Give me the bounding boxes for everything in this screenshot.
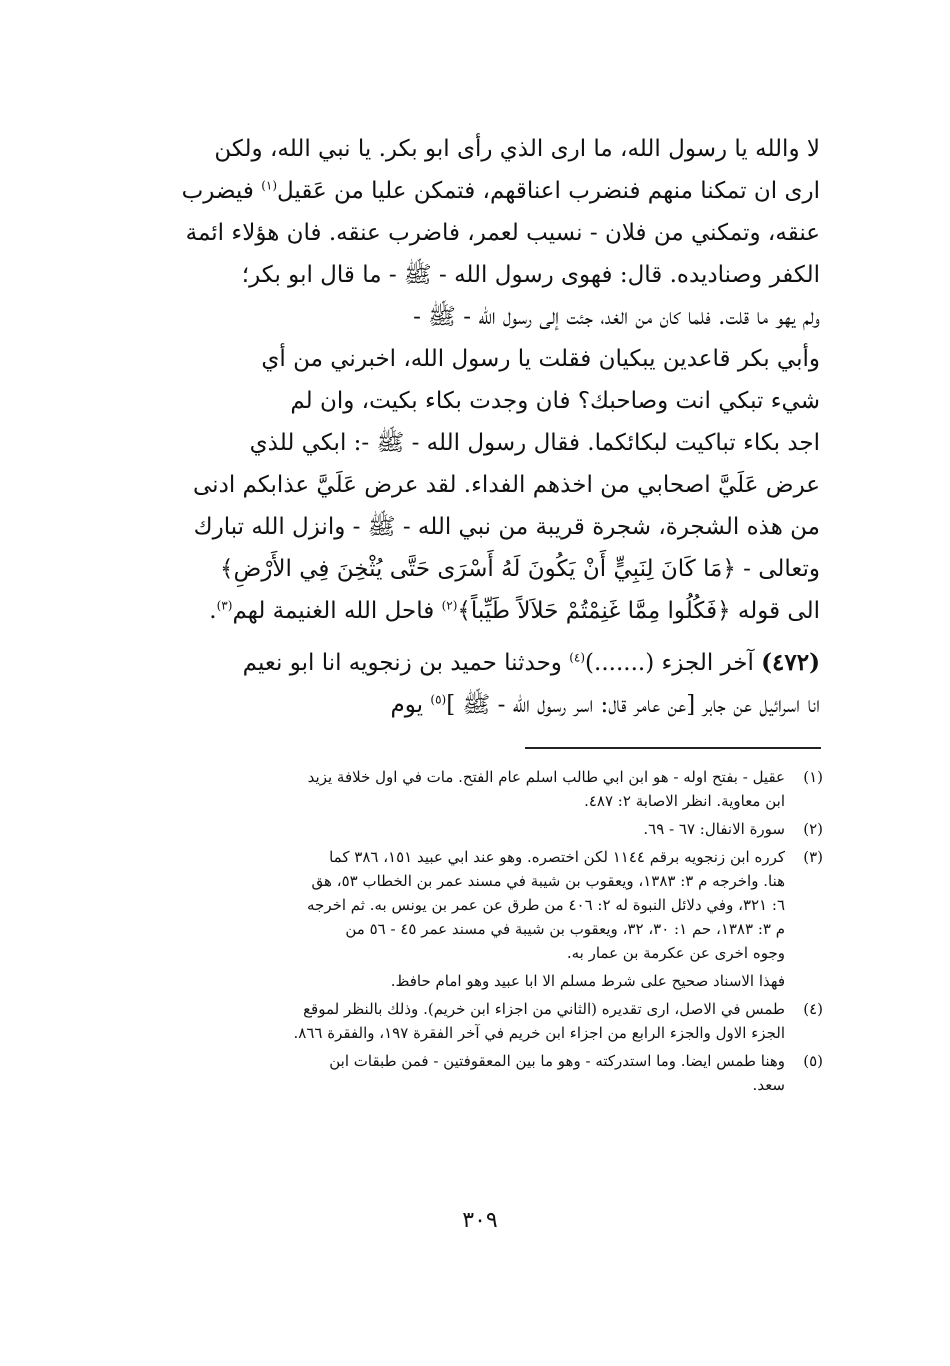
text-line-7: شيء تبكي انت وصاحبك؟ فان وجدت بكاء بكيت، وان لم (290, 388, 820, 414)
page-number: ٣٠٩ (462, 1208, 498, 1233)
footnote-body (155, 817, 785, 841)
text-line-2-part-b: فيضرب (181, 178, 254, 204)
footnote-2 (155, 817, 823, 841)
footnote-line: م ٣: ١٣٨٣، حم ١: ٣٠، ٣٢، ويعقوب بن شيبة في مسند عمر ٤٥ - ٥٦ من (345, 920, 785, 938)
text-line-14 (155, 684, 820, 726)
footnote-4 (155, 997, 823, 1045)
text-line-5: ولم يهو ما قلت. فلما كان من الغد، جئت إلى رسول الله - ﷺ - (413, 304, 820, 330)
footnote-number: (٢) (803, 820, 823, 838)
text-line-12-part-a: الى قوله ﴿فَكُلُوا مِمَّا غَنِمْتُمْ حَلاَلاً طَيِّباً﴾ (457, 598, 820, 624)
text-line-4: الكفر وصناديده. قال: فهوى رسول الله - ﷺ - ما قال ابو بكر؛ (241, 262, 820, 288)
footnote-5 (155, 1049, 823, 1097)
text-line-3: عنقه، وتمكني من فلان - نسيب لعمر، فاضرب عنقه. فان هؤلاء ائمة (185, 220, 820, 246)
footnote-line: وهنا طمس ايضا. وما استدركته - وهو ما بين المعقوفتين - فمن طبقات ابن (329, 1052, 785, 1070)
main-text (155, 128, 820, 726)
text-line-13-part-b: وحدثنا حميد بن زنجويه انا ابو نعيم (242, 650, 562, 676)
text-line-12: الى قوله ﴿فَكُلُوا مِمَّا غَنِمْتُمْ حَلاَلاً طَيِّباً﴾$^{(٢)}$ فاحل الله الغنيمة لهم$^{(٣)}$. (209, 598, 820, 624)
footnote-3-note: فهذا الاسناد صحيح على شرط مسلم الا ابا عبيد وهو امام حافظ. (390, 972, 785, 990)
footnote-body (155, 845, 785, 965)
footnote-body (155, 1049, 785, 1097)
footnote-1 (155, 765, 823, 813)
text-line-13 (155, 642, 820, 684)
text-line-6: وأبي بكر قاعدين يبكيان فقلت يا رسول الله، اخبرني من أي (261, 346, 820, 372)
footnote-number: (١) (803, 768, 823, 786)
footnote-separator (525, 747, 821, 749)
footnote-body (155, 997, 785, 1045)
text-line-10: من هذه الشجرة، شجرة قريبة من نبي الله - ﷺ - وانزل الله تبارك (193, 514, 820, 540)
footnote-mark-3: (٣) (216, 598, 233, 613)
footnote-line: ٦: ٣٢١، وفي دلائل النبوة له ٢: ٤٠٦ من طرق عن عمر بن يونس به. ثم اخرجه (307, 896, 785, 914)
text-line-8: اجد بكاء تباكيت لبكائكما. فقال رسول الله - ﷺ -: ابكي للذي (249, 430, 820, 456)
footnote-line: كرره ابن زنجويه برقم ١١٤٤ لكن اختصره. وهو عند ابي عبيد ١٥١، ٣٨٦ كما (329, 848, 785, 866)
text-line-2 (155, 170, 820, 212)
footnote-number: (٥) (803, 1052, 823, 1070)
item-number: (٤٧٢) (761, 649, 820, 676)
text-line-2-part-a: ارى ان تمكنا منهم فنضرب اعناقهم، فتمكن عليا من عَقيل (277, 178, 820, 204)
footnote-line: سعد. (752, 1076, 785, 1094)
footnote-line: سورة الانفال: ٦٧ - ٦٩. (643, 820, 785, 838)
text-line-9: عرض عَلَيَّ اصحابي من اخذهم الفداء. لقد عرض عَلَيَّ عذابكم ادنى (193, 472, 820, 498)
text-line-1: لا والله يا رسول الله، ما ارى الذي رأى ابو بكر. يا نبي الله، ولكن (214, 136, 820, 162)
footnote-line: ابن معاوية. انظر الاصابة ٢: ٤٨٧. (584, 792, 785, 810)
text-line-11: وتعالى - ﴿مَا كَانَ لِنَبِيٍّ أَنْ يَكُونَ لَهُ أَسْرَى حَتَّى يُثْخِنَ فِي الأَرْضِ﴾ (220, 556, 820, 582)
footnote-line: هنا. واخرجه م ٣: ١٣٨٣، ويعقوب بن شيبة في مسند عمر بن الخطاب ٥٣، هق (311, 872, 785, 890)
footnote-line: عقيل - بفتح اوله - هو ابن ابي طالب اسلم عام الفتح. مات في اول خلافة يزيد (307, 768, 785, 786)
footnote-mark-4: (٤) (569, 650, 586, 665)
footnote-body (155, 765, 785, 813)
footnotes (155, 765, 823, 1101)
footnote-line: الجزء الاول والجزء الرابع من اجزاء ابن خريم في آخر الفقرة ١٩٧، والفقرة ٨٦٦. (293, 1024, 785, 1042)
footnote-line: وجوه اخرى عن عكرمة بن عمار به. (566, 944, 785, 962)
footnote-3 (155, 845, 823, 965)
footnote-mark-5: (٥) (430, 692, 447, 707)
text-line-14-part-a: انا اسرائيل عن جابر [عن عامر قال: اسر رسول الله - ﷺ ] (446, 692, 820, 718)
footnote-number: (٤) (803, 1000, 823, 1018)
text-line-13-part-a: آخر الجزء (.......) (585, 650, 754, 676)
footnote-mark-1: (١) (261, 178, 278, 193)
footnote-line: طمس في الاصل، ارى تقديره (الثاني من اجزاء ابن خريم). وذلك بالنظر لموقع (303, 1000, 785, 1018)
footnote-mark-2: (٢) (441, 598, 458, 613)
text-line-14-part-b: يوم (390, 692, 424, 718)
text-line-12-part-b: فاحل الله الغنيمة لهم (232, 598, 435, 624)
footnote-number: (٣) (803, 848, 823, 866)
